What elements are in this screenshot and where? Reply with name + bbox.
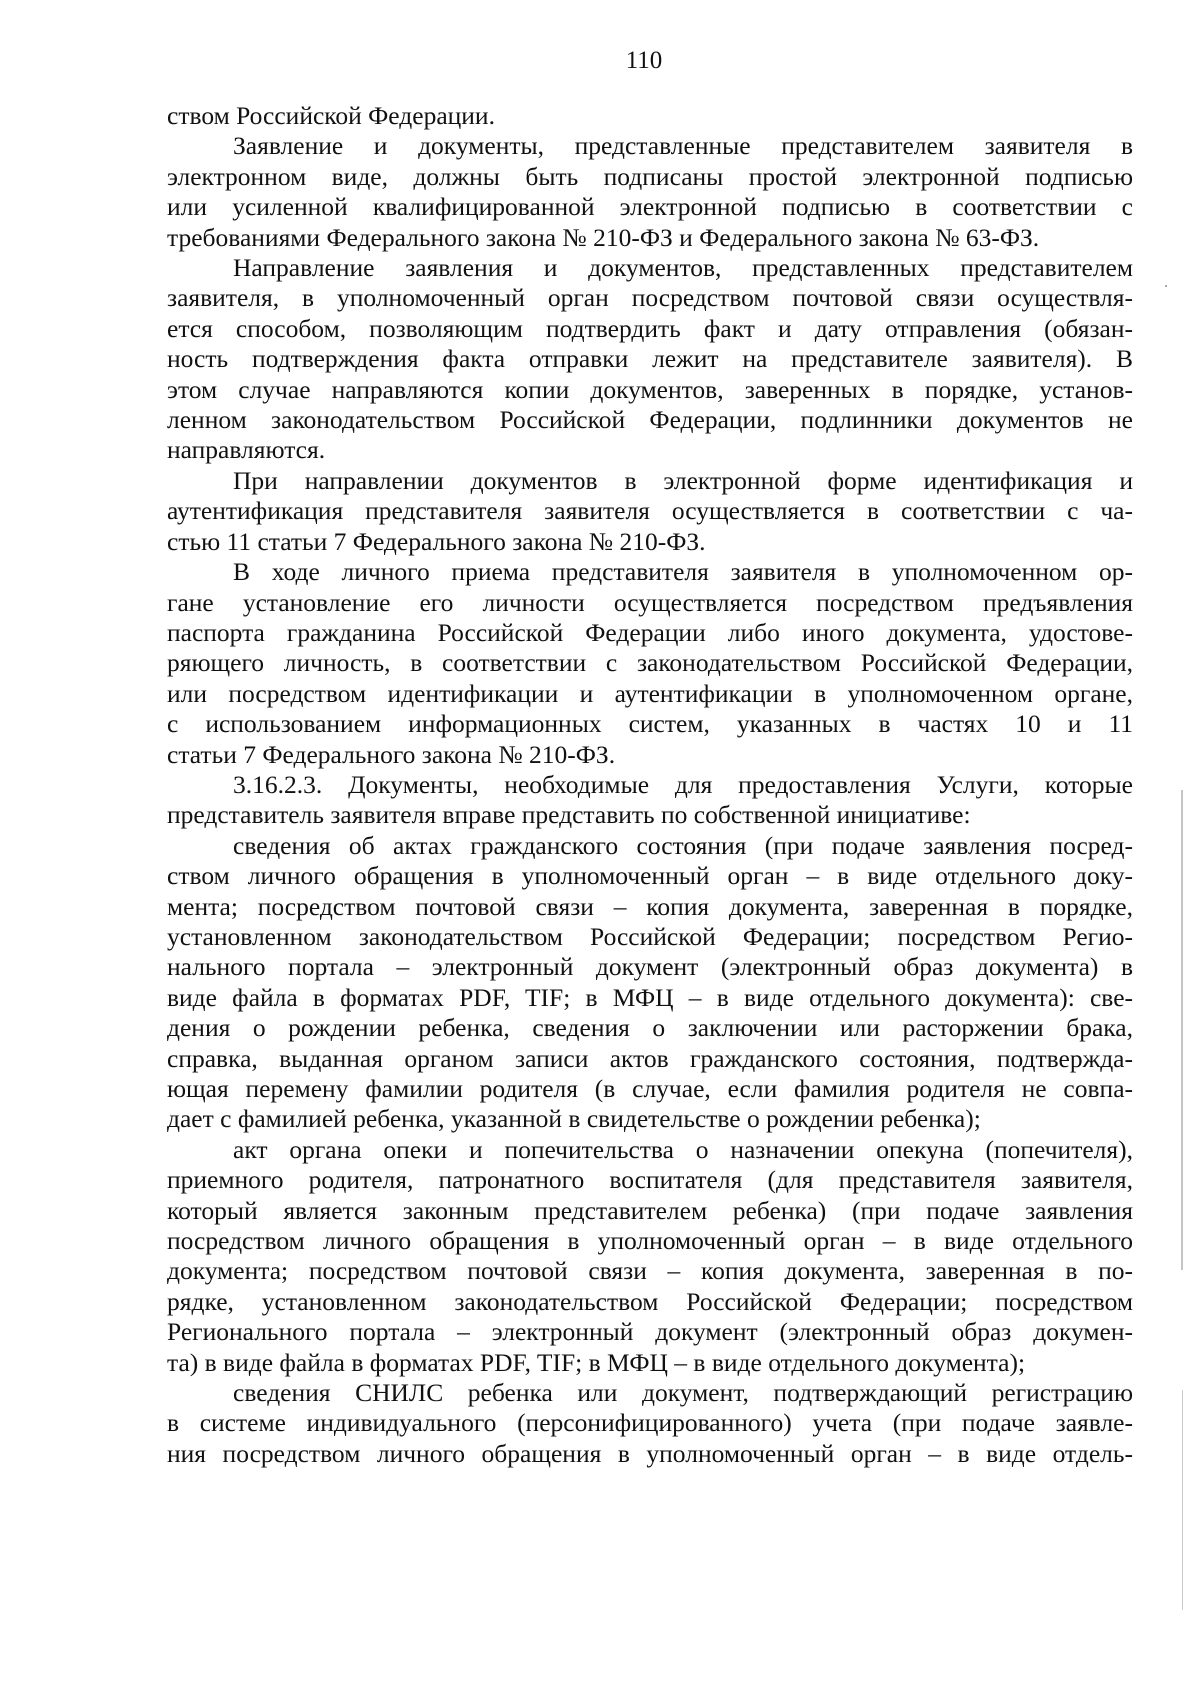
paragraph	[167, 1135, 1133, 1378]
paragraph	[167, 253, 1133, 466]
text-line: с использованием информационных систем, указанных в частях 10 и 11	[167, 709, 1133, 739]
text-line: установленном законодательством Российской Федерации; посредством Регио-	[167, 921, 1133, 951]
text-line: или посредством идентификации и аутентификации в уполномоченном органе,	[167, 678, 1133, 708]
text-line: Направление заявления и документов, представленных представителем	[233, 253, 1133, 283]
text-line: сведения об актах гражданского состояния (при подаче заявления посред-	[233, 830, 1133, 860]
text-line: представитель заявителя вправе представить по собственной инициативе:	[167, 800, 971, 830]
text-line: ющая перемену фамилии родителя (в случае, если фамилия родителя не совпа-	[167, 1074, 1133, 1103]
text-line: акт органа опеки и попечительства о назначении опекуна (попечителя),	[233, 1134, 1133, 1164]
text-line: ством личного обращения в уполномоченный орган – в виде отдельного доку-	[167, 861, 1133, 891]
paragraph	[167, 770, 1133, 831]
text-line: ется способом, позволяющим подтвердить факт и дату отправления (обязан-	[167, 313, 1133, 343]
text-line: приемного родителя, патронатного воспитателя (для представителя заявителя,	[167, 1165, 1133, 1195]
scan-edge-line	[1181, 790, 1183, 1270]
text-line: При направлении документов в электронной форме идентификация и	[233, 465, 1133, 495]
text-line: заявителя, в уполномоченный орган посредством почтовой связи осуществля-	[167, 283, 1133, 313]
text-line: ленном законодательством Российской Федерации, подлинники документов не	[167, 405, 1133, 435]
text-line: электронном виде, должны быть подписаны простой электронной подписью	[167, 161, 1133, 191]
text-line: Заявление и документы, представленные представителем заявителя в	[233, 131, 1133, 161]
paragraph	[167, 131, 1133, 253]
text-line: статьи 7 Федерального закона № 210-ФЗ.	[167, 739, 616, 769]
text-line: ность подтверждения факта отправки лежит на представителе заявителя). В	[167, 344, 1133, 374]
text-line: посредством личного обращения в уполномоченный орган – в виде отдельного	[167, 1226, 1133, 1256]
text-line: или усиленной квалифицированной электронной подписью в соответствии с	[167, 192, 1133, 222]
text-line: дает с фамилией ребенка, указанной в свидетельстве о рождении ребенка);	[167, 1104, 981, 1134]
text-line: ством Российской Федерации.	[167, 101, 495, 130]
text-line: нального портала – электронный документ (электронный образ документа) в	[167, 952, 1133, 982]
paragraph	[167, 101, 1133, 131]
text-line: Регионального портала – электронный документ (электронный образ докумен-	[167, 1317, 1133, 1347]
text-line: ряющего личность, в соответствии с законодательством Российской Федерации,	[167, 648, 1133, 678]
text-line: справка, выданная органом записи актов гражданского состояния, подтвержда-	[167, 1043, 1133, 1073]
page-number: 110	[625, 47, 663, 74]
text-line: виде файла в форматах PDF, TIF; в МФЦ – в виде отдельного документа): све-	[167, 982, 1133, 1012]
text-line: в системе индивидуального (персонифицированного) учета (при подаче заявле-	[167, 1408, 1133, 1438]
text-line: паспорта гражданина Российской Федерации либо иного документа, удостове-	[167, 617, 1133, 647]
text-line: та) в виде файла в форматах PDF, TIF; в МФЦ – в виде отдельного документа);	[167, 1347, 1026, 1377]
paragraph	[167, 466, 1133, 557]
text-line: ния посредством личного обращения в уполномоченный орган – в виде отдель-	[167, 1438, 1133, 1468]
document-body	[167, 101, 1133, 1469]
text-line: 3.16.2.3. Документы, необходимые для предоставления Услуги, которые	[233, 769, 1133, 799]
text-line: рядке, установленном законодательством Российской Федерации; посредством	[167, 1286, 1133, 1316]
paragraph	[167, 557, 1133, 770]
text-line: требованиями Федерального закона № 210-ФЗ и Федерального закона № 63-ФЗ.	[167, 222, 1040, 252]
scan-dot	[1165, 285, 1167, 287]
text-line: этом случае направляются копии документов, заверенных в порядке, установ-	[167, 374, 1133, 404]
text-line: документа; посредством почтовой связи – копия документа, заверенная в по-	[167, 1256, 1133, 1286]
text-line: сведения СНИЛС ребенка или документ, подтверждающий регистрацию	[233, 1378, 1133, 1408]
text-line: аутентификация представителя заявителя осуществляется в соответствии с ча-	[167, 496, 1133, 526]
text-line: В ходе личного приема представителя заявителя в уполномоченном ор-	[233, 557, 1133, 587]
text-line: гане установление его личности осуществляется посредством предъявления	[167, 587, 1133, 617]
text-line: направляются.	[167, 435, 326, 465]
paragraph	[167, 1378, 1133, 1469]
text-line: стью 11 статьи 7 Федерального закона № 210-ФЗ.	[167, 526, 706, 556]
scan-edge-line-lower	[1182, 1390, 1183, 1610]
text-line: дения о рождении ребенка, сведения о заключении или расторжении брака,	[167, 1013, 1133, 1043]
text-line: мента; посредством почтовой связи – копия документа, заверенная в порядке,	[167, 891, 1133, 921]
text-line: который является законным представителем ребенка) (при подаче заявления	[167, 1195, 1133, 1225]
paragraph	[167, 831, 1133, 1135]
